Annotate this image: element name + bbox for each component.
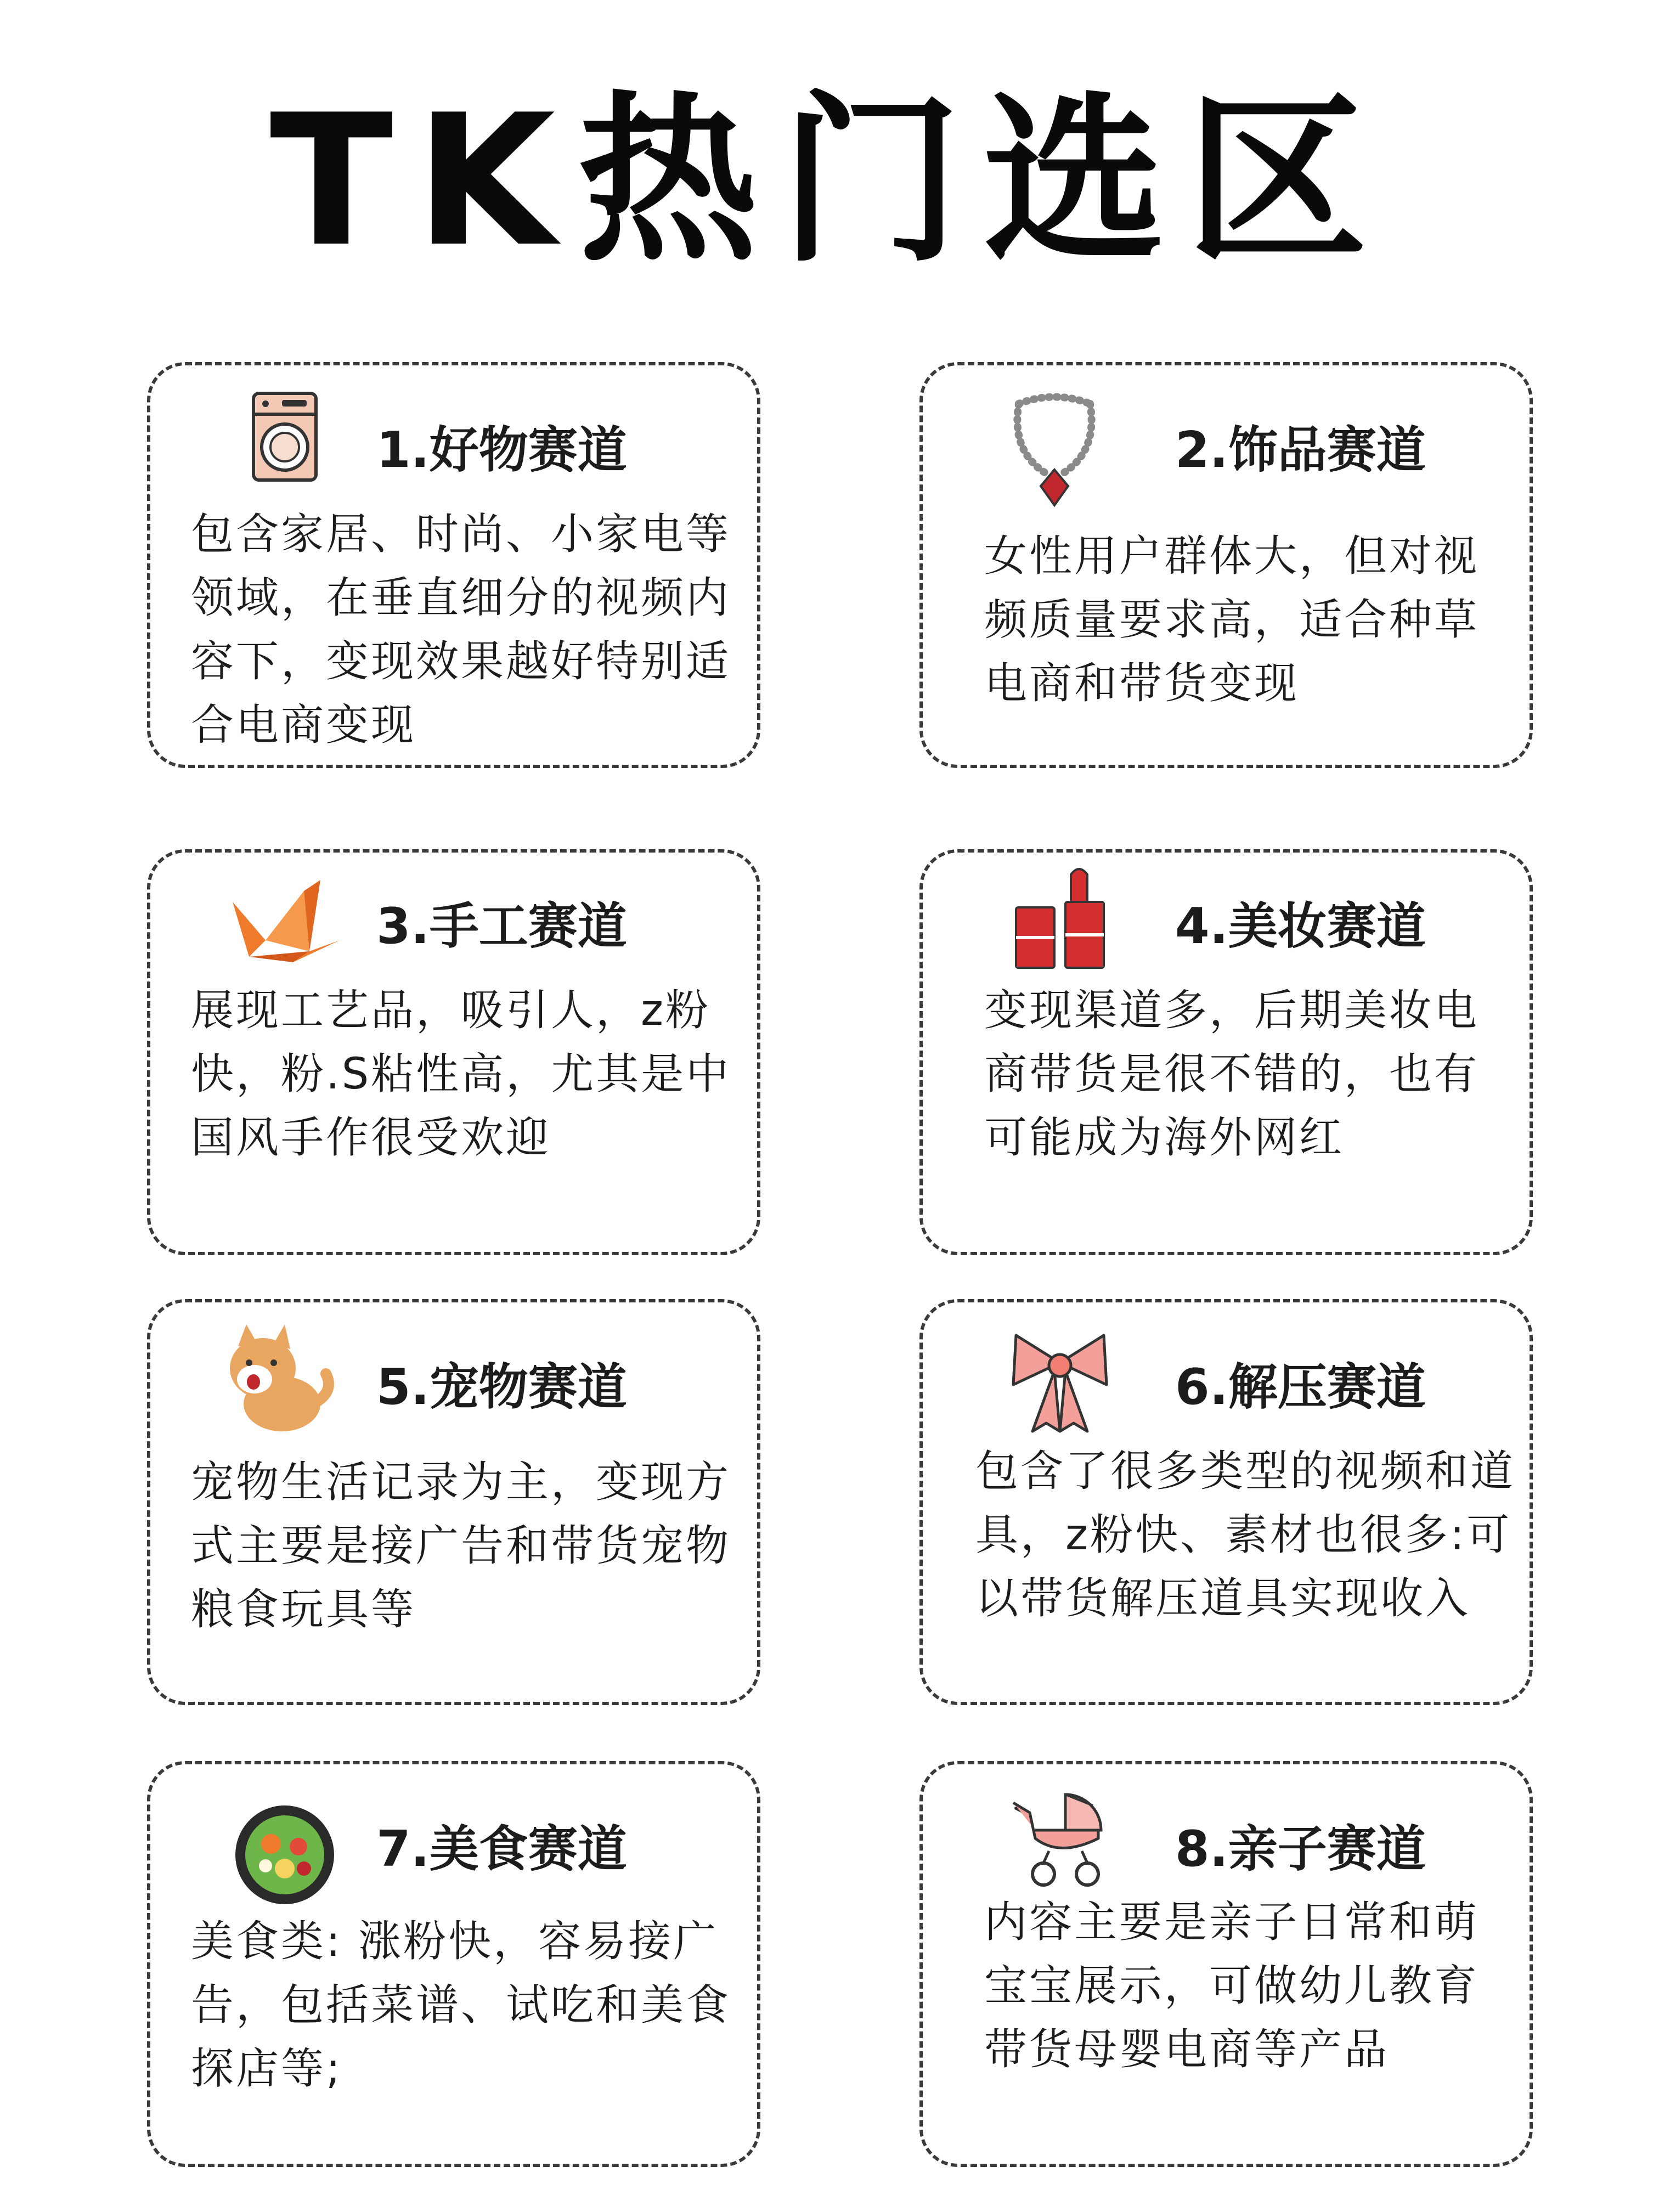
card-decompression (919, 1299, 1533, 1705)
shiba-dog-icon (222, 1324, 337, 1436)
card-title: 1.好物赛道 (376, 421, 627, 479)
origami-crane-icon (227, 874, 342, 970)
necklace-icon (1005, 393, 1104, 510)
card-title: 8.亲子赛道 (1175, 1820, 1426, 1878)
washing-machine-icon (249, 390, 320, 486)
card-pets (147, 1299, 760, 1705)
card-goods (147, 362, 760, 768)
card-description: 变现渠道多，后期美妆电商带货是很不错的，也有可能成为海外网红 (984, 986, 1480, 1163)
card-title: 6.解压赛道 (1175, 1358, 1426, 1416)
salad-bowl-icon (233, 1803, 337, 1909)
page-title: TK热门选区 (269, 76, 1390, 286)
bow-icon (1005, 1324, 1115, 1436)
card-description: 内容主要是亲子日常和萌宝宝展示，可做幼儿教育带货母婴电商等产品 (984, 1898, 1480, 2074)
card-food (147, 1761, 760, 2167)
card-title: 7.美食赛道 (376, 1820, 627, 1878)
card-description: 宠物生活记录为主，变现方式主要是接广告和带货宠物粮食玩具等 (191, 1458, 731, 1634)
card-title: 5.宠物赛道 (376, 1358, 627, 1416)
card-description: 美食类: 涨粉快，容易接广告，包括菜谱、试吃和美食探店等; (191, 1917, 731, 2094)
card-description: 女性用户群体大，但对视频质量要求高，适合种草电商和带货变现 (984, 532, 1480, 708)
card-makeup (919, 849, 1533, 1255)
lipstick-icon (1011, 864, 1109, 975)
card-title: 4.美妆赛道 (1175, 898, 1426, 955)
card-parenting (919, 1761, 1533, 2167)
card-description: 展现工艺品，吸引人，z粉快，粉.S粘性高，尤其是中国风手作很受欢迎 (191, 986, 731, 1163)
card-accessories (919, 362, 1533, 768)
baby-stroller-icon (1005, 1786, 1115, 1893)
card-description: 包含家居、时尚、小家电等领域，在垂直细分的视频内容下，变现效果越好特别适合电商变现 (191, 510, 731, 750)
card-handcraft (147, 849, 760, 1255)
card-title: 3.手工赛道 (376, 898, 627, 955)
card-title: 2.饰品赛道 (1175, 421, 1426, 479)
card-description: 包含了很多类型的视频和道具，z粉快、素材也很多:可以带货解压道具实现收入 (975, 1447, 1516, 1623)
